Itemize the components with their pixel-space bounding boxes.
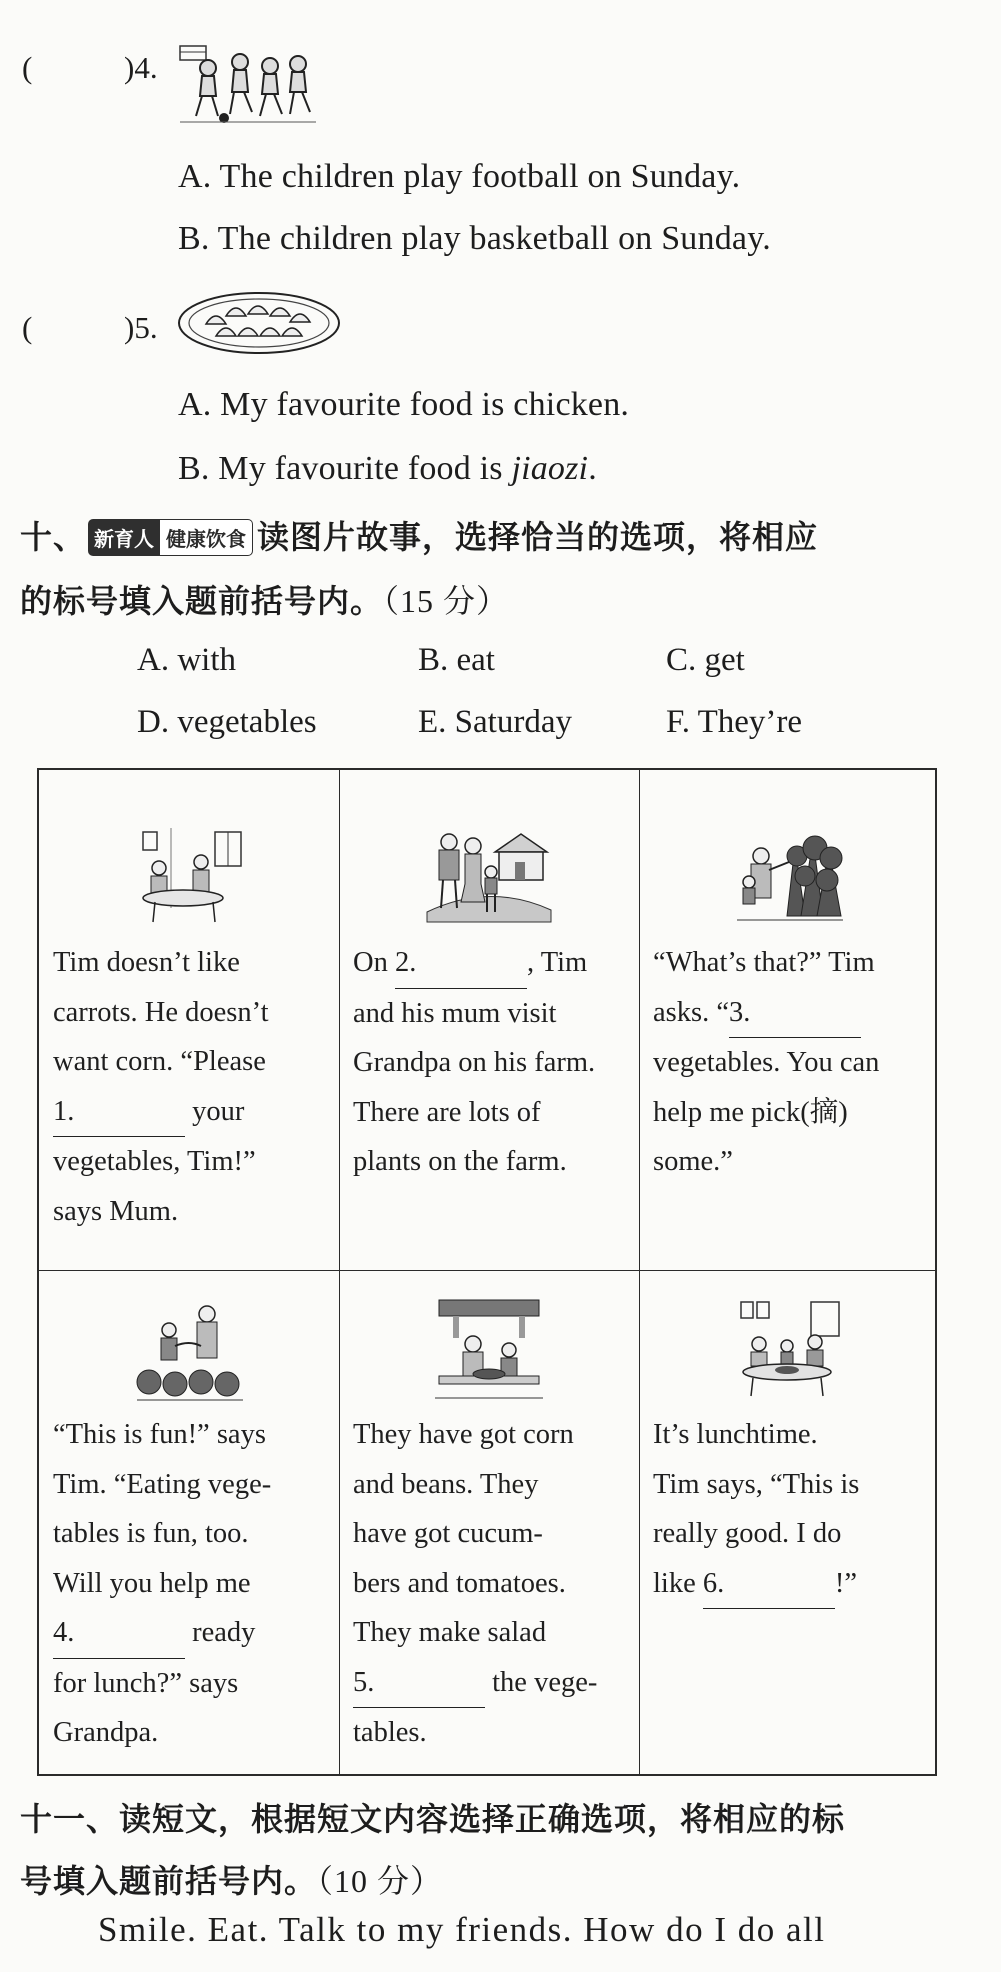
question-5-option-b: B. My favourite food is jiaozi.: [178, 450, 597, 487]
word-bank-e: E. Saturday: [418, 704, 572, 740]
story-grid: [37, 768, 937, 1776]
word-bank-d: D. vegetables: [137, 704, 317, 740]
family-at-table-picture: [135, 828, 245, 924]
picking-vegetables-picture: [135, 1300, 245, 1404]
blank-4[interactable]: 4.: [53, 1608, 185, 1659]
question-5-option-a: A. My favourite food is chicken.: [178, 386, 630, 423]
story-cell-1: Tim doesn’t like carrots. He doesn’t want corn. “Please 1. your vegetables, Tim!” says Mum.: [39, 770, 339, 1270]
family-lunch-picture: [735, 1298, 845, 1398]
question-4: [22, 40, 982, 110]
blank-2[interactable]: 2.: [395, 938, 527, 989]
section-11-title-line2: 号填入题前括号内。（10 分）: [20, 1862, 444, 1900]
story-cell-6: It’s lunchtime. Tim says, “This is really good. I do like 6. !”: [639, 1270, 939, 1778]
section-11-points: （10 分）: [317, 1863, 444, 1899]
question-4-option-a: A. The children play football on Sunday.: [178, 158, 741, 195]
story-cell-4: “This is fun!” says Tim. “Eating vege- tables is fun, too. Will you help me 4. ready for lunch?” says Grandpa.: [39, 1270, 339, 1778]
visiting-farm-picture: [425, 822, 553, 926]
blank-5[interactable]: 5.: [353, 1658, 485, 1709]
passage-first-line: Smile. Eat. Talk to my friends. How do I do all: [98, 1910, 826, 1949]
cell-1-line-1: Tim doesn’t like: [53, 947, 240, 978]
question-number: )4.: [124, 50, 158, 85]
section-11-title: 十一、读短文，根据短文内容选择正确选项，将相应的标: [20, 1800, 846, 1838]
question-5: [22, 300, 982, 370]
making-salad-picture: [433, 1298, 545, 1402]
word-bank-f: F. They’re: [666, 704, 803, 740]
story-cell-5: They have got corn and beans. They have got cucum- bers and tomatoes. They make salad 5. the vege- tables.: [339, 1270, 639, 1778]
answer-paren-open[interactable]: (: [22, 50, 33, 85]
grandpa-showing-plants-picture: [735, 826, 845, 926]
word-bank-a: A. with: [137, 642, 236, 678]
children-playing-football-picture: [178, 42, 318, 126]
section-10-title-line2: 的标号填入题前括号内。（15 分）: [20, 582, 510, 620]
jiaozi-italic: jiaozi: [511, 450, 589, 487]
answer-paren-open[interactable]: (: [22, 310, 33, 345]
blank-3[interactable]: 3.: [729, 988, 861, 1039]
plate-of-dumplings-picture: [176, 290, 342, 356]
question-number: )5.: [124, 310, 158, 345]
section-10-points: （15 分）: [383, 583, 510, 619]
story-cell-3: “What’s that?” Tim asks. “3. vegetables. You can help me pick(摘) some.”: [639, 770, 939, 1270]
blank-6[interactable]: 6.: [703, 1559, 835, 1610]
topic-badge: 新育人 健康饮食: [88, 516, 253, 556]
cell-1-line-3: want corn. “Please: [53, 1046, 266, 1077]
section-10-title: 十、 新育人 健康饮食 读图片故事，选择恰当的选项，将相应: [20, 518, 819, 556]
word-bank-b: B. eat: [418, 642, 495, 678]
cell-1-line-2: carrots. He doesn’t: [53, 996, 269, 1028]
word-bank-c: C. get: [666, 642, 745, 678]
question-4-option-b: B. The children play basketball on Sunday.: [178, 220, 771, 257]
blank-1[interactable]: 1.: [53, 1087, 185, 1138]
story-cell-2: On 2. , Tim and his mum visit Grandpa on his farm. There are lots of plants on the farm.: [339, 770, 639, 1270]
